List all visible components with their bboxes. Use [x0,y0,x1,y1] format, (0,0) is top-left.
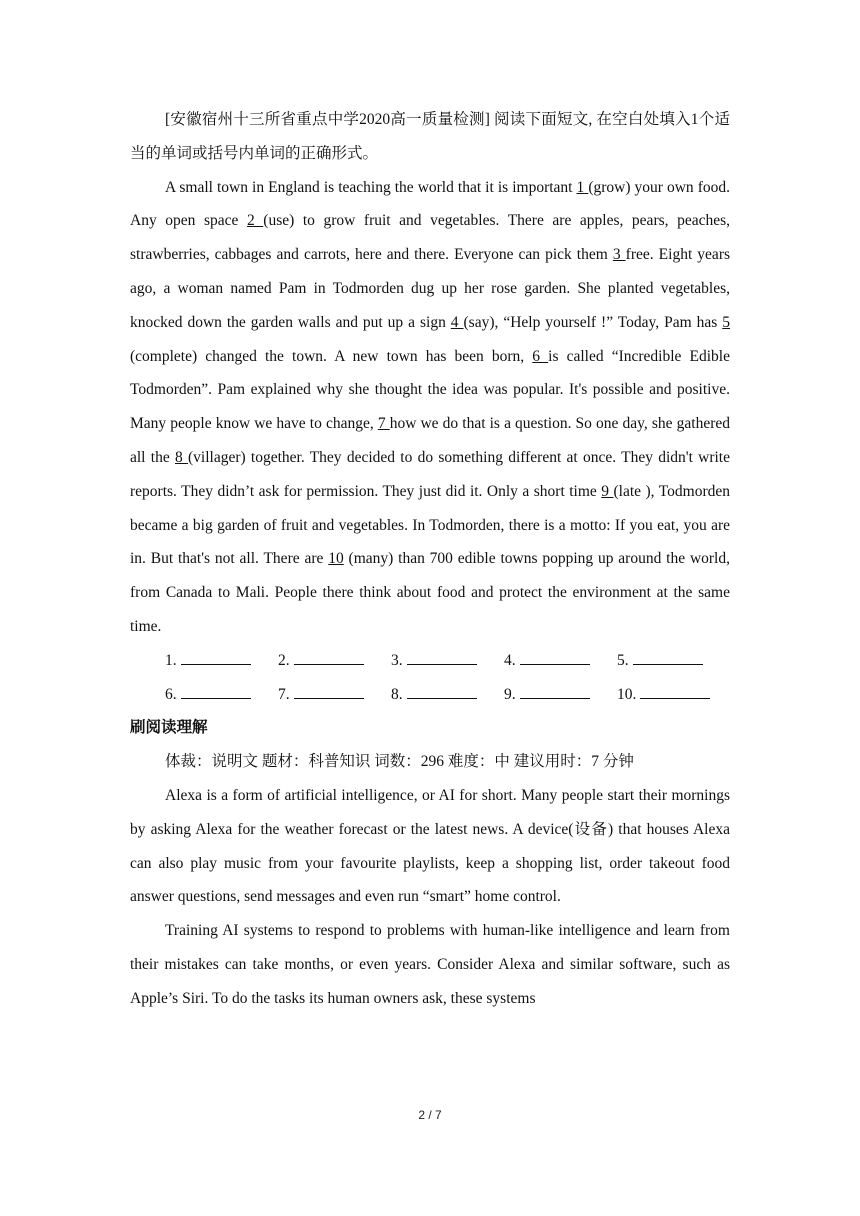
reading-paragraph-2: Training AI systems to respond to problems with human-like intelligence and learn from their mistakes can take months, or even years. Consider Alexa and similar software, such as Apple’s Siri. To do the tasks its human owners ask, these systems [130,922,730,1007]
cloze-text: A small town in England is teaching the world that it is important [165,178,577,196]
answer-number: 8. [391,685,403,703]
answer-line[interactable] [181,648,251,665]
cloze-passage [130,171,730,644]
page-number: 2 / 7 [418,1108,442,1122]
answer-line[interactable] [294,648,364,665]
cloze-text: (use) to grow fruit and vegetables. There are apples, pears, peaches, strawberries, cabbages and carrots, here and there. Everyone can pick them [130,212,731,264]
reading-paragraph-1: Alexa is a form of artificial intelligence, or AI for short. Many people start their mornings by asking Alexa for the weather forecast or the latest news. A device(设备) that houses Alexa can also play music from your favourite playlists, keep a shopping list, order takeout food answer questions, send messages and even run “smart” home control. [130,786,730,906]
cloze-text: (say), “Help yourself !” Today, Pam has [463,313,723,331]
blank-8: 8 [174,448,188,466]
answer-number: 10. [617,685,637,703]
blank-9: 9 [601,482,614,500]
answer-row [165,644,730,678]
answer-number: 5. [617,651,629,669]
answer-grid [130,644,730,712]
answer-number: 2. [278,651,290,669]
blank-10: 10 [328,550,344,568]
answer-slot [391,644,504,678]
answer-slot [617,678,730,712]
answer-row [165,678,730,712]
answer-number: 6. [165,685,177,703]
blank-3: 3 [612,246,626,264]
section-heading: 刷阅读理解 [130,718,208,737]
cloze-text: free. Eight years ago, a woman named Pam in Todmorden dug up her rose garden. She planted vegetables, knocked down the garden walls and put up a sign [130,246,731,331]
answer-number: 1. [165,651,177,669]
blank-4: 4 [450,313,464,331]
answer-slot [278,644,391,678]
cloze-text: (many) than 700 edible towns popping up around the world, from Canada to Mali. People there think about food and protect the environment at the same time. [130,550,730,635]
cloze-text: (late ), Todmorden became a big garden of fruit and vegetables. In Todmorden, there is a motto: If you eat, you are in. But that's not all. There are [130,482,730,568]
blank-2: 2 [246,212,264,230]
blank-1: 1 [576,178,589,196]
answer-slot [278,678,391,712]
answer-number: 4. [504,651,516,669]
answer-line[interactable] [181,682,251,699]
answer-slot [617,644,730,678]
exercise-instructions: [安徽宿州十三所省重点中学2020高一质量检测] 阅读下面短文, 在空白处填入1个适当的单词或括号内单词的正确形式。 [130,111,730,162]
cloze-text: (villager) together. They decided to do something different at once. They didn't write reports. They didn’t ask for permission. They just did it. Only a short time [130,448,730,500]
answer-line[interactable] [407,648,477,665]
answer-line[interactable] [294,682,364,699]
answer-line[interactable] [520,682,590,699]
cloze-text: how we do that is a question. So one day, she gathered all the [130,415,730,466]
cloze-text: (complete) changed the town. A new town has been born, [130,347,533,365]
answer-slot [165,678,278,712]
blank-7: 7 [377,415,390,433]
answer-number: 3. [391,651,403,669]
answer-slot [504,678,617,712]
answer-line[interactable] [640,682,710,699]
answer-slot [504,644,617,678]
answer-line[interactable] [633,648,703,665]
page-content [130,103,730,1016]
blank-6: 6 [532,347,549,365]
answer-line[interactable] [407,682,477,699]
blank-5: 5 [722,313,731,331]
answer-slot [391,678,504,712]
cloze-text: is called “Incredible Edible Todmorden”. Pam explained why she thought the idea was popular. It's possible and positive. Many people know we have to change, [130,347,730,433]
answer-number: 9. [504,685,516,703]
cloze-text: (grow) your own food. Any open space [130,178,731,230]
answer-number: 7. [278,685,290,703]
answer-line[interactable] [520,648,590,665]
passage-meta: 体裁：说明文 题材：科普知识 词数：296 难度：中 建议用时：7 分钟 [165,753,634,771]
answer-slot [165,644,278,678]
